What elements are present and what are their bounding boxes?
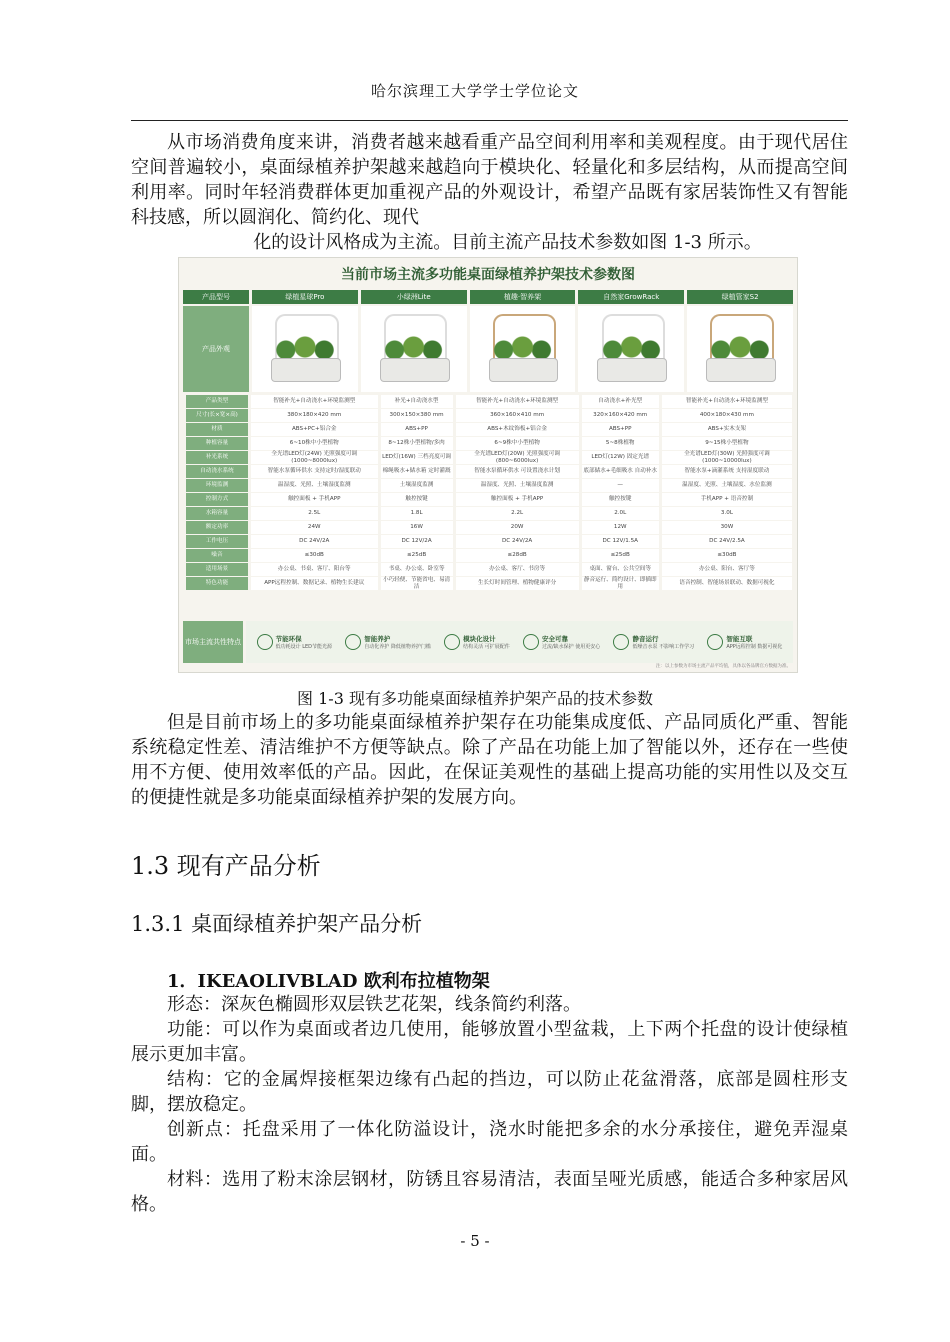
spec-cell: 温湿度、光照、土壤湿度监测 [251, 479, 378, 492]
spec-row-label: 控制方式 [186, 493, 248, 506]
shield-icon [523, 634, 539, 650]
spec-cell: 自动浇水+补光型 [582, 395, 659, 408]
spec-row [186, 437, 792, 450]
spec-cell: 土壤湿度监测 [381, 479, 453, 492]
feature-item [523, 634, 600, 650]
spec-row-label: 尺寸(长×宽×高) [186, 409, 248, 422]
spec-cell: DC 12V/1.5A [582, 535, 659, 548]
spec-cell: 办公桌、客厅、书房等 [456, 563, 579, 576]
spec-cell: 16W [381, 521, 453, 534]
spec-row-label: 工作电压 [186, 535, 248, 548]
spec-row [186, 493, 792, 506]
spec-cell: ABS+PP [582, 423, 659, 436]
spec-row [186, 423, 792, 436]
spec-row-label: 自动浇水系统 [186, 465, 248, 478]
spec-cell: 智能补光+自动浇水+环境监测型 [662, 395, 792, 408]
spec-cell: 触控按键 [582, 493, 659, 506]
spec-cell: ABS+实木支架 [662, 423, 792, 436]
mute-icon [613, 634, 629, 650]
spec-cell: 温湿度、光照、土壤湿度、水位监测 [662, 479, 792, 492]
spec-cell: 生长灯时间管理、植物健康评分 [456, 577, 579, 590]
analysis-paragraph: 创新点：托盘采用了一体化防溢设计，浇水时能把多余的水分承接住，避免弄湿桌面。 [131, 1119, 848, 1165]
phone-icon [707, 634, 723, 650]
spec-cell: 2.5L [251, 507, 378, 520]
spec-cell: 全光谱LED灯(24W) 光照强度可调(1000~8000lux) [251, 451, 378, 464]
spec-row [186, 507, 792, 520]
spec-row-label: 材质 [186, 423, 248, 436]
feature-title: 静音运行 [632, 635, 659, 643]
spec-row-label: 特色功能 [186, 577, 248, 590]
paragraph-problems [131, 710, 848, 810]
spec-cell: ABS+PP [381, 423, 453, 436]
analysis-paragraph: 材料：选用了粉末涂层钢材，防锈且容易清洁，表面呈哑光质感，能适合多种家居风格。 [131, 1169, 848, 1215]
spec-cell: 2.0L [582, 507, 659, 520]
product-photo [361, 306, 467, 392]
feature-item [613, 634, 694, 650]
spec-row-label: 适用场景 [186, 563, 248, 576]
spec-cell: ABS+PC+铝合金 [251, 423, 378, 436]
product-name: 自然家GrowRack [578, 290, 684, 304]
figure-caption: 图 1-3 现有多功能桌面绿植养护架产品的技术参数 [297, 689, 653, 708]
spec-row-label: 额定功率 [186, 521, 248, 534]
spec-cell: 语音控制、智能场景联动、数据可视化 [662, 577, 792, 590]
product-image-row [183, 306, 793, 392]
feature-title: 智能互联 [726, 635, 753, 643]
spec-cell: ≤25dB [381, 549, 453, 562]
feature-item [345, 634, 431, 650]
spec-row-label: 种植容量 [186, 437, 248, 450]
paragraph-line: 化的设计风格成为主流。目前主流产品技术参数如图 1-3 所示。 [253, 232, 762, 253]
figure-title: 当前市场主流多功能桌面绿植养护架技术参数图 [341, 267, 635, 283]
spec-cell: 3.0L [662, 507, 792, 520]
spec-cell: DC 24V/2A [251, 535, 378, 548]
spec-cell: 静音运行、简约设计、即插即用 [582, 577, 659, 590]
paragraph-market [131, 130, 848, 255]
spec-cell: 9~15株小型植物 [662, 437, 792, 450]
leaf-icon [257, 634, 273, 650]
spec-cell: 智能补光+自动浇水+环境监测型 [251, 395, 378, 408]
spec-row [186, 451, 792, 464]
spec-cell: APP远程控制、数据记录、植物生长建议 [251, 577, 378, 590]
spec-row-label: 产品类型 [186, 395, 248, 408]
product-photo [470, 306, 576, 392]
spec-cell: 6~9株中小型植物 [456, 437, 579, 450]
spec-cell: 400×180×430 mm [662, 409, 792, 422]
spec-cell: — [582, 479, 659, 492]
spec-cell: 手机APP + 语音控制 [662, 493, 792, 506]
spec-cell: 触控按键 [381, 493, 453, 506]
spec-cell: 6~10株中小型植物 [251, 437, 378, 450]
product-photo [687, 306, 793, 392]
spec-cell: 320×160×420 mm [582, 409, 659, 422]
spec-row [186, 409, 792, 422]
product-heading: 1．IKEAOLIVBLAD 欧利布拉植物架 [167, 971, 490, 992]
feature-title: 节能环保 [275, 635, 302, 643]
spec-cell: DC 24V/2.5A [662, 535, 792, 548]
spec-row [186, 465, 792, 478]
spec-row [186, 521, 792, 534]
analysis-paragraph: 形态：深灰色椭圆形双层铁艺花架，线条简约利落。 [167, 994, 581, 1015]
spec-cell: 300×150×380 mm [381, 409, 453, 422]
spec-cell: 5~8株植物 [582, 437, 659, 450]
feature-subtitle: 自动化养护 降低植物养护门槛 [364, 644, 431, 650]
spec-row-label: 噪音 [186, 549, 248, 562]
paragraph-line: 从市场消费角度来讲，消费者越来越看重产品空间利用率和美观程度。由于现代居住空间普遍较小，桌面绿植养护架越来越趋向于模块化、轻量化和多层结构，从而提高空间利用率。同时年轻消费群体更加重视产品的外观设计，希望产品既有家居装饰性又有智能科技感，所以圆润化、简约化、现代 [131, 132, 848, 228]
spec-cell: 办公桌、书桌、客厅、阳台等 [251, 563, 378, 576]
spec-row-label: 水箱容量 [186, 507, 248, 520]
product-name: 小绿洲Lite [361, 290, 467, 304]
spec-cell: 智能水泵循环供水 支持定时/湿度联动 [251, 465, 378, 478]
spec-cell: ABS+木纹饰板+铝合金 [456, 423, 579, 436]
product-analysis [131, 992, 848, 1217]
spec-cell: 办公桌、阳台、客厅等 [662, 563, 792, 576]
feature-subtitle: APP远程控制 数据可视化 [726, 644, 783, 650]
feature-title: 智能养护 [364, 635, 391, 643]
product-name: 绿植星球Pro [252, 290, 358, 304]
analysis-paragraph: 结构：它的金属焊接框架边缘有凸起的挡边，可以防止花盆滑落，底部是圆柱形支脚，摆放稳定。 [131, 1069, 848, 1115]
spec-cell: LED灯(16W) 三档亮度可调 [381, 451, 453, 464]
spec-cell: 8~12株小型植物/多肉 [381, 437, 453, 450]
spec-cell: 380×180×420 mm [251, 409, 378, 422]
product-photo [578, 306, 684, 392]
feature-subtitle: 过流/缺水保护 使用更安心 [541, 644, 601, 650]
product-photo [252, 306, 358, 392]
page-number: - 5 - [460, 1232, 490, 1250]
spec-row [186, 535, 792, 548]
product-header-row [183, 290, 793, 304]
features-label: 市场主流共性特点 [183, 621, 243, 663]
spec-row [186, 549, 792, 562]
spec-cell: 棉绳吸水+储水箱 定时灌溉 [381, 465, 453, 478]
feature-title: 安全可靠 [541, 635, 568, 643]
spec-cell: 桌面、窗台、公共空间等 [582, 563, 659, 576]
spec-cell: 1.8L [381, 507, 453, 520]
spec-cell: 360×160×410 mm [456, 409, 579, 422]
feature-item [444, 634, 510, 650]
water-drop-icon [345, 634, 361, 650]
spec-row [186, 563, 792, 576]
spec-cell: 智能水泵循环供水 可设置浇水计划 [456, 465, 579, 478]
header-label: 产品型号 [183, 290, 249, 304]
spec-row-label: 补光系统 [186, 451, 248, 464]
product-name: 绿植管家S2 [687, 290, 793, 304]
figure-spec-image [178, 257, 798, 673]
spec-cell: 温湿度、光照、土壤湿度监测 [456, 479, 579, 492]
feature-subtitle: 结构灵活 可扩展配件 [463, 644, 510, 650]
feature-item [257, 634, 332, 650]
section-heading: 1.3 现有产品分析 [131, 852, 321, 880]
spec-row [186, 479, 792, 492]
spec-cell: DC 12V/2A [381, 535, 453, 548]
features-box [246, 621, 793, 663]
appearance-label: 产品外观 [183, 306, 249, 392]
spec-row [186, 577, 792, 590]
spec-cell: ≤30dB [662, 549, 792, 562]
spec-cell: 智能补光+自动浇水+环境监测型 [456, 395, 579, 408]
spec-cell: 触控面板 + 手机APP [251, 493, 378, 506]
feature-title: 模块化设计 [463, 635, 496, 643]
cube-icon [444, 634, 460, 650]
spec-row-label: 环境监测 [186, 479, 248, 492]
spec-cell: 2.2L [456, 507, 579, 520]
header-rule [131, 120, 848, 121]
spec-cell: ≤25dB [582, 549, 659, 562]
spec-cell: 智能水泵+滴灌系统 支持湿度联动 [662, 465, 792, 478]
features-band [183, 621, 793, 663]
feature-subtitle: 低噪音水泵 不影响工作学习 [632, 644, 695, 650]
figure-note: 注：以上参数为市场主流产品平均值，具体以各品牌官方数据为准。 [656, 664, 791, 669]
spec-cell: 全光谱LED灯(30W) 光照强度可调(1000~10000lux) [662, 451, 792, 464]
spec-cell: ≤28dB [456, 549, 579, 562]
spec-cell: LED灯(12W) 固定光谱 [582, 451, 659, 464]
spec-cell: 12W [582, 521, 659, 534]
analysis-paragraph: 功能：可以作为桌面或者边几使用，能够放置小型盆栽，上下两个托盘的设计使绿植展示更加丰富。 [131, 1019, 848, 1065]
spec-cell: 30W [662, 521, 792, 534]
spec-cell: ≤30dB [251, 549, 378, 562]
spec-row [186, 395, 792, 408]
spec-cell: 全光谱LED灯(20W) 光照强度可调(800~6000lux) [456, 451, 579, 464]
spec-cell: 补光+自动浇水型 [381, 395, 453, 408]
spec-cell: DC 24V/2A [456, 535, 579, 548]
spec-cell: 小巧轻便、节能省电、易清洁 [381, 577, 453, 590]
subsection-heading: 1.3.1 桌面绿植养护架产品分析 [131, 912, 423, 936]
spec-cell: 书桌、办公桌、卧室等 [381, 563, 453, 576]
spec-table [183, 394, 795, 591]
product-name: 植趣·智养架 [470, 290, 576, 304]
running-head: 哈尔滨理工大学学士学位论文 [370, 82, 579, 100]
paragraph-line: 但是目前市场上的多功能桌面绿植养护架存在功能集成度低、产品同质化严重、智能系统稳定性差、清洁维护不方便等缺点。除了产品在功能上加了智能以外，还存在一些使用不方便、使用效率低的产品。因此，在保证美观性的基础上提高功能的实用性以及交互的便捷性就是多功能桌面绿植养护架的发展方向。 [131, 712, 848, 808]
spec-cell: 24W [251, 521, 378, 534]
feature-subtitle: 低功耗设计 LED节能光源 [275, 644, 333, 650]
feature-item [707, 634, 782, 650]
spec-cell: 触控面板 + 手机APP [456, 493, 579, 506]
spec-cell: 底部储水+毛细吸水 自动补水 [582, 465, 659, 478]
spec-cell: 20W [456, 521, 579, 534]
